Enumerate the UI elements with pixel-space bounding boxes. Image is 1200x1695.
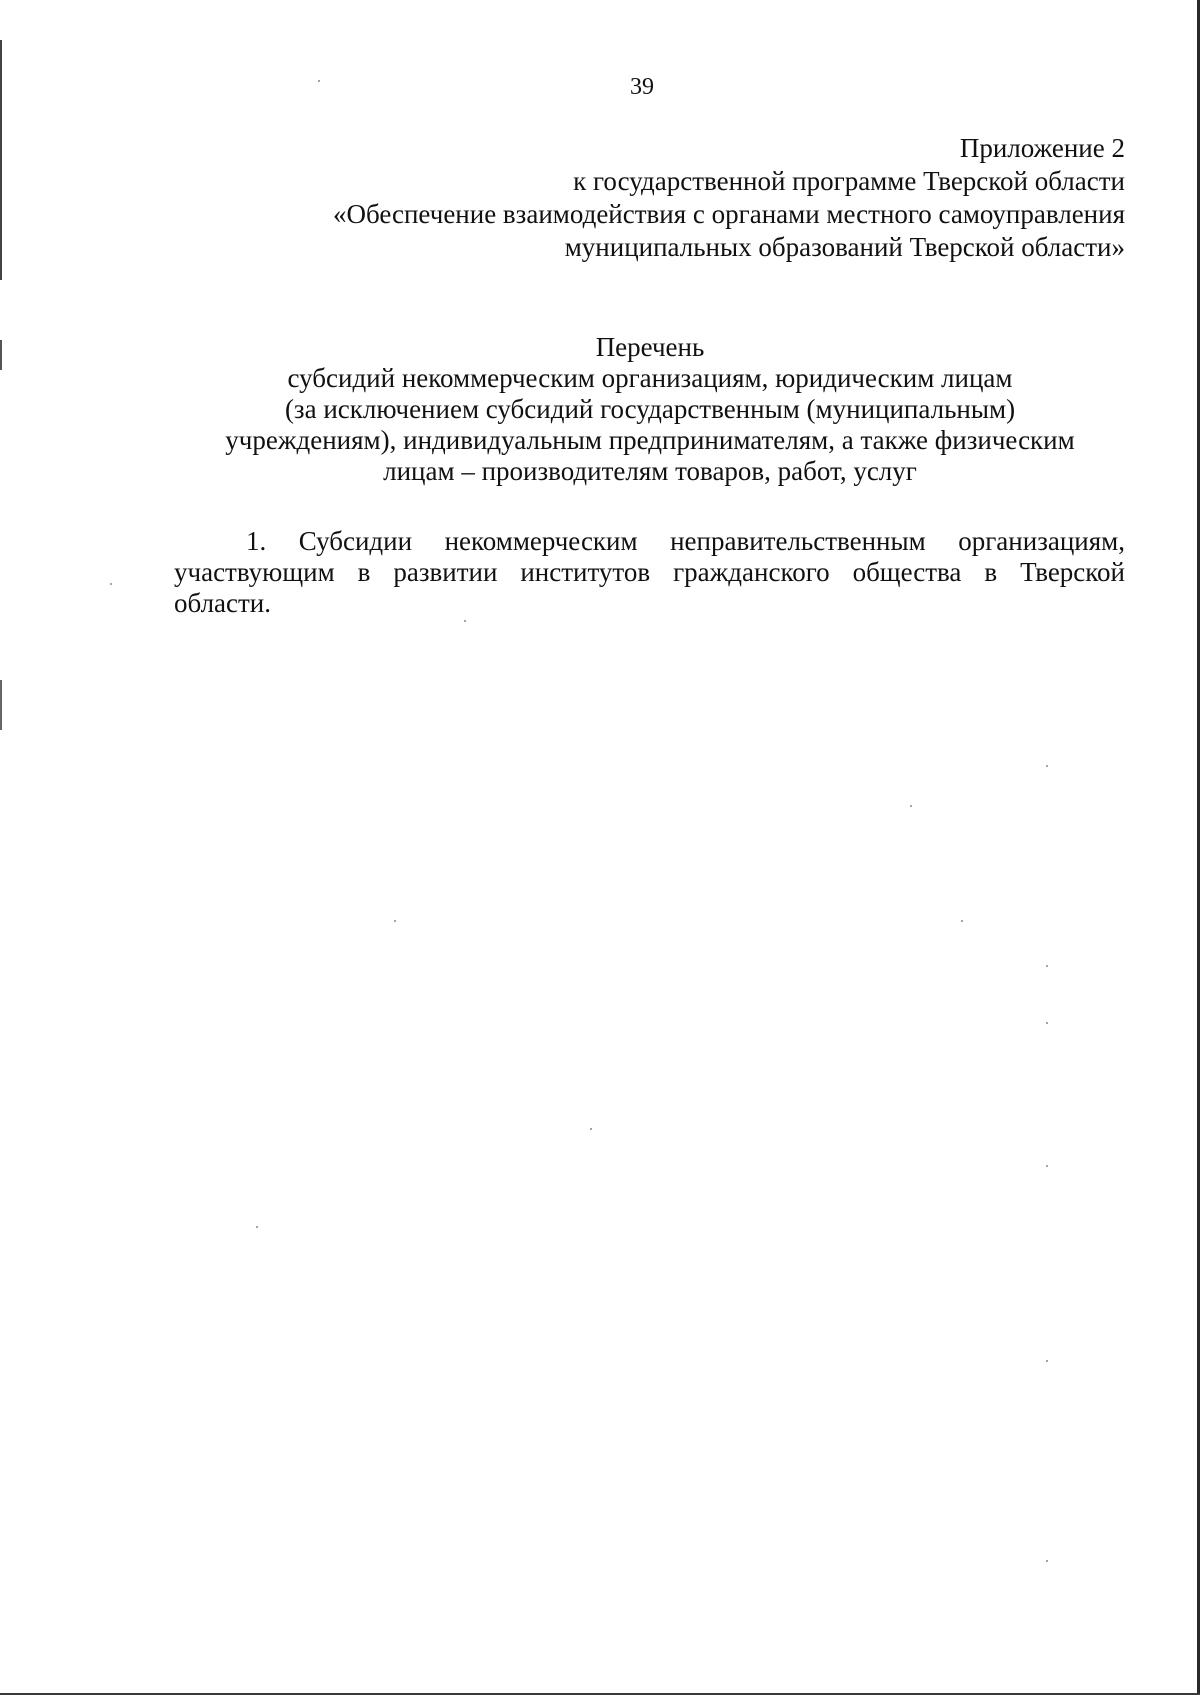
scan-speck	[318, 80, 320, 82]
title-line-2: (за исключением субсидий государственным (муниципальным)	[284, 394, 1016, 424]
appendix-line-4: муниципальных образований Тверской области»	[564, 232, 1125, 262]
scan-speck	[1046, 1022, 1048, 1024]
title-line-1: субсидий некоммерческим организациям, юридическим лицам	[287, 363, 1013, 393]
appendix-line-3: «Обеспечение взаимодействия с органами местного самоуправления	[332, 199, 1125, 229]
scan-speck	[256, 1226, 258, 1228]
title-line-3: учреждениям), индивидуальным предпринимателям, а также физическим	[225, 425, 1075, 455]
scan-speck	[961, 920, 963, 922]
scan-speck	[110, 583, 112, 585]
section-1-paragraph	[174, 526, 1125, 619]
scan-speck	[1046, 1165, 1048, 1167]
page-number: 39	[630, 74, 654, 100]
scan-speck	[394, 920, 396, 922]
title-heading: Перечень	[595, 332, 705, 362]
section-1-line-1: 1. Субсидии некоммерческим неправительственным организациям,	[246, 526, 1125, 556]
appendix-line-1: Приложение 2	[959, 133, 1125, 163]
scan-speck	[590, 1128, 592, 1130]
appendix-header	[225, 132, 1125, 264]
scan-speck	[1046, 965, 1048, 967]
section-1-line-3: области.	[174, 588, 272, 618]
scan-speck	[464, 620, 466, 622]
scan-speck	[1046, 1360, 1048, 1362]
scan-speck	[1046, 765, 1048, 767]
scan-edge-left	[0, 40, 2, 730]
appendix-line-2: к государственной программе Тверской области	[573, 166, 1125, 196]
list-title	[150, 332, 1150, 487]
section-1-line-2: участвующим в развитии институтов гражданского общества в Тверской	[174, 557, 1125, 587]
scan-speck	[910, 805, 912, 807]
title-line-4: лицам – производителям товаров, работ, услуг	[383, 456, 917, 486]
scan-speck	[1046, 1560, 1048, 1562]
